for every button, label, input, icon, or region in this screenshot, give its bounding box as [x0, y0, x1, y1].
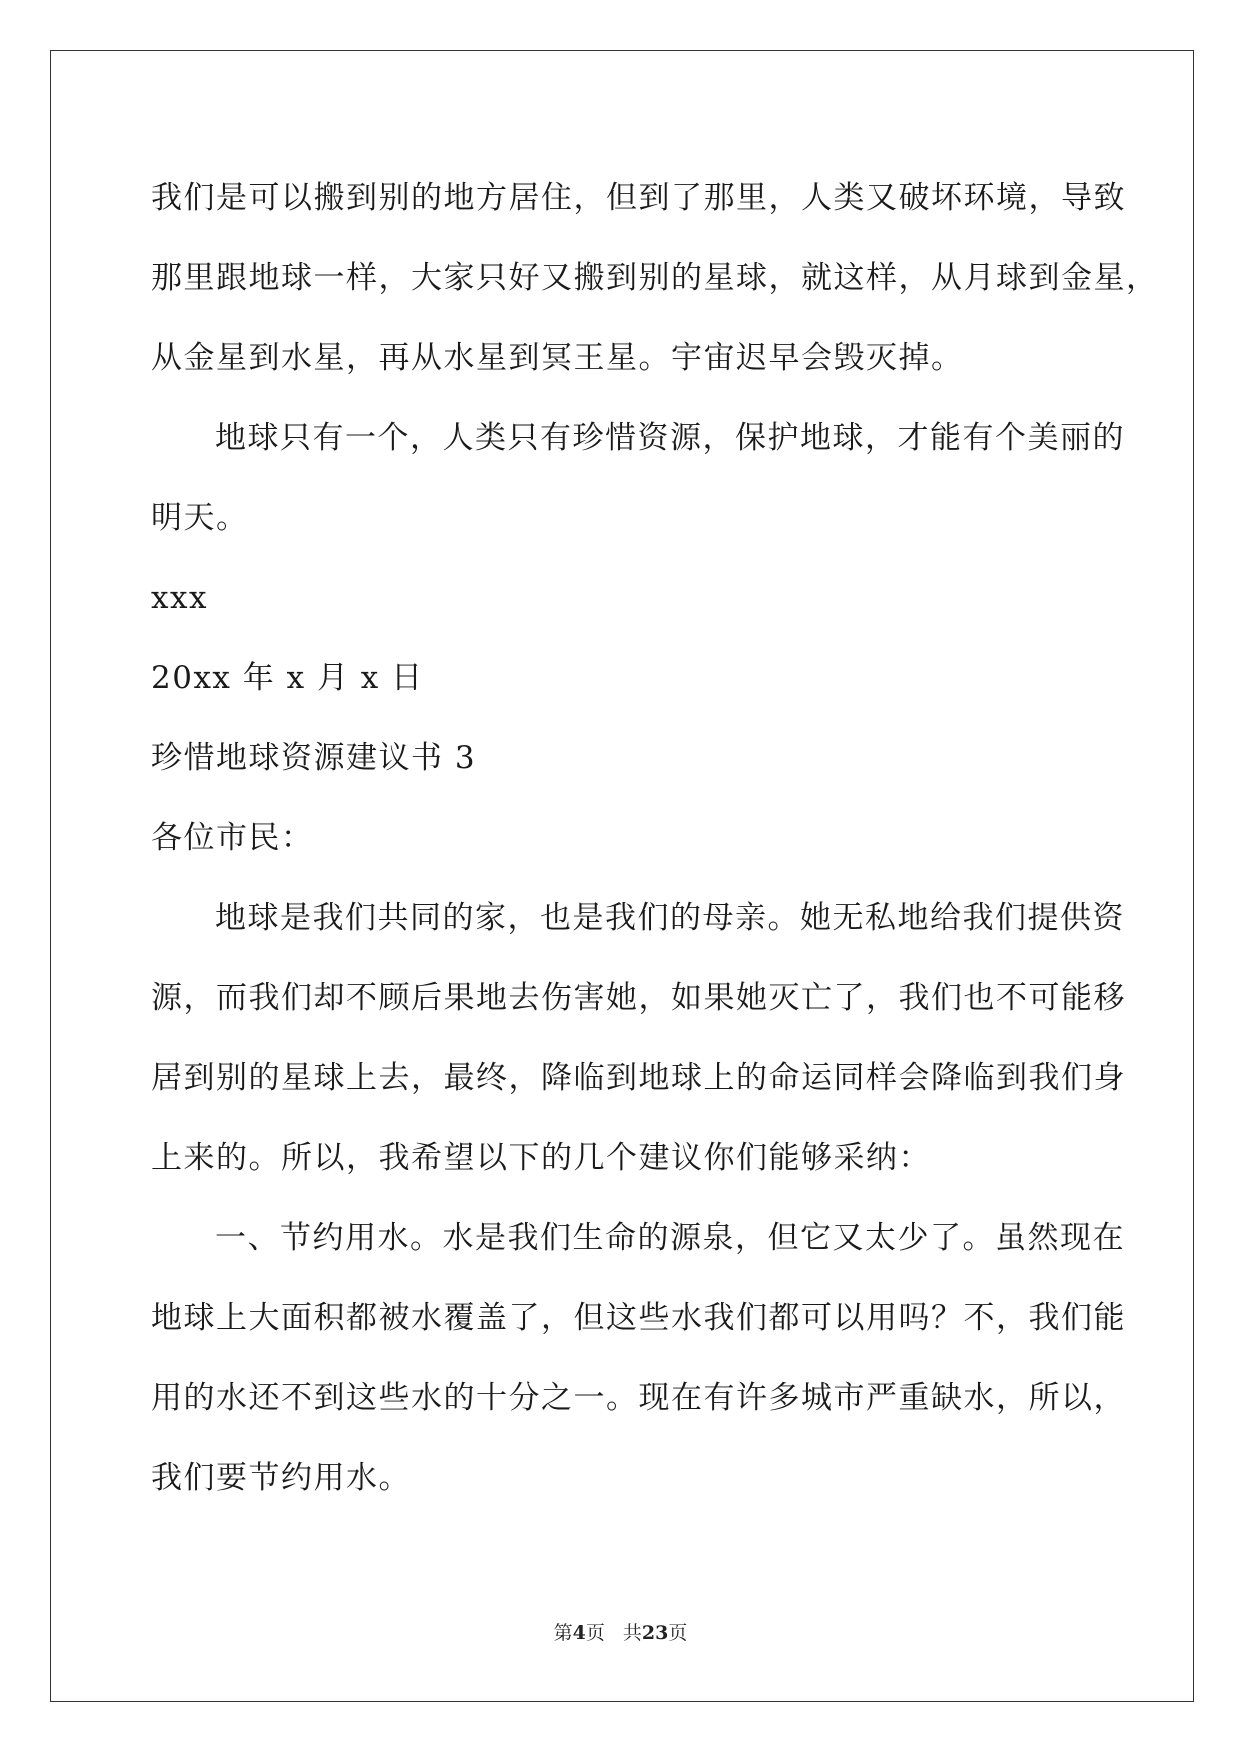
footer-total-prefix: 共	[622, 1622, 642, 1644]
text-line: 从金星到水星，再从水星到冥王星。宇宙迟早会毁灭掉。	[151, 340, 964, 376]
text-line: xxx	[151, 580, 208, 616]
text-line: 我们是可以搬到别的地方居住，但到了那里，人类又破坏环境，导致	[151, 180, 1126, 216]
footer-page-suffix: 页	[585, 1622, 605, 1644]
text-line: 用的水还不到这些水的十分之一。现在有许多城市严重缺水，所以，	[151, 1380, 1126, 1416]
paragraph	[151, 558, 1101, 638]
footer-total-suffix: 页	[668, 1622, 688, 1644]
text-line: 明天。	[151, 500, 249, 536]
paragraph	[151, 718, 1101, 798]
text-line: 各位市民：	[151, 820, 314, 856]
paragraph	[151, 398, 1125, 558]
page-footer	[0, 1618, 1241, 1645]
footer-page-prefix: 第	[553, 1622, 573, 1644]
text-line: 地球只有一个，人类只有珍惜资源，保护地球，才能有个美丽的	[215, 420, 1125, 456]
text-line: 地球是我们共同的家，也是我们的母亲。她无私地给我们提供资	[215, 900, 1125, 936]
document-body	[151, 158, 1159, 1518]
text-line: 珍惜地球资源建议书 3	[151, 740, 477, 776]
paragraph	[151, 878, 1126, 1198]
footer-page-number: 4	[572, 1622, 586, 1644]
text-line: 一、节约用水。水是我们生命的源泉，但它又太少了。虽然现在	[215, 1220, 1125, 1256]
paragraph	[151, 798, 1101, 878]
text-line: 我们要节约用水。	[151, 1460, 411, 1496]
text-line: 那里跟地球一样，大家只好又搬到别的星球，就这样，从月球到金星，	[151, 260, 1159, 296]
text-line: 居到别的星球上去，最终，降临到地球上的命运同样会降临到我们身	[151, 1060, 1126, 1096]
paragraph	[151, 1198, 1126, 1518]
text-line: 上来的。所以，我希望以下的几个建议你们能够采纳：	[151, 1140, 931, 1176]
text-line: 20xx 年 x 月 x 日	[151, 660, 424, 696]
paragraph	[151, 638, 1101, 718]
footer-total-pages: 23	[641, 1622, 669, 1644]
text-line: 地球上大面积都被水覆盖了，但这些水我们都可以用吗？不，我们能	[151, 1300, 1126, 1336]
paragraph	[151, 158, 1159, 398]
text-line: 源，而我们却不顾后果地去伤害她，如果她灭亡了，我们也不可能移	[151, 980, 1126, 1016]
